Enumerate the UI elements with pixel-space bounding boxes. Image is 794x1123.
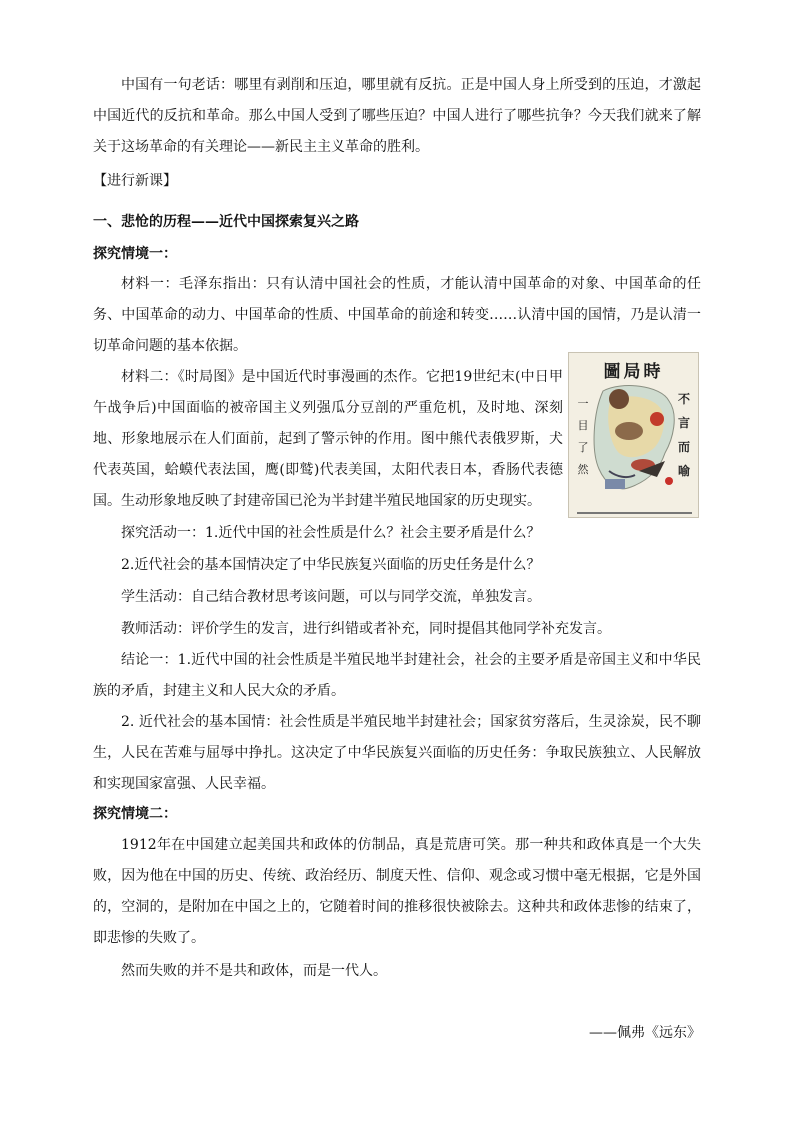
- activity-two: 2.近代社会的基本国情决定了中华民族复兴面临的历史任务是什么？: [121, 557, 541, 573]
- student-activity: 学生活动：自己结合教材思考该问题，可以与同学交流，单独发言。: [121, 589, 541, 605]
- heading-one: 一、悲怆的历程——近代中国探索复兴之路: [93, 214, 359, 230]
- quote-paragraph: 1912年在中国建立起美国共和政体的仿制品，真是荒唐可笑。那一种共和政体真是一个大失败，因为他在中国的历史、传统、政治经历、制度天性、信仰、观念或习惯中毫无根据，它是外国的，空洞的，是附加在中国之上的，它随着时间的推移很快被除去。这种共和政体悲惨的结束了，即悲惨的失败了。: [93, 837, 701, 946]
- conclusion-two: 2. 近代社会的基本国情：社会性质是半殖民地半封建社会；国家贫穷落后，生灵涂炭，民不聊生，人民在苦难与屈辱中挣扎。这决定了中华民族复兴面临的历史任务：争取民族独立、人民解放和实现国家富强、人民幸福。: [93, 714, 701, 792]
- situation-two-heading: 探究情境二：: [93, 806, 177, 822]
- quote-ending: 然而失败的并不是共和政体，而是一代人。: [121, 963, 387, 979]
- cartoon-footnote-line: [577, 512, 692, 514]
- conclusion-one: 结论一：1.近代中国的社会性质是半殖民地半封建社会，社会的主要矛盾是帝国主义和中华民族的矛盾，封建主义和人民大众的矛盾。: [93, 652, 701, 699]
- material-one: 材料一：毛泽东指出：只有认清中国社会的性质，才能认清中国革命的对象、中国革命的任务、中国革命的动力、中国革命的性质、中国革命的前途和转变……认清中国的国情，乃是认清一切革命问题的基本依据。: [93, 276, 701, 354]
- cartoon-right-caption: 不言而喻: [677, 392, 690, 478]
- quote-source: ——佩弗《远东》: [589, 1025, 701, 1041]
- material-two: 材料二：《时局图》是中国近代时事漫画的杰作。它把19世纪末(中日甲午战争后)中国面临的被帝国主义列强瓜分豆剖的严重危机，及时地、深刻地、形象地展示在人们面前，起到了警示钟的作用。图中熊代表俄罗斯，犬代表英国，蛤蟆代表法国，鹰(即鹫)代表美国，太阳代表日本，香肠代表德国。生动形象地反映了封建帝国已沦为半封建半殖民地国家的历史现实。: [93, 369, 563, 509]
- cartoon-left-caption: 一目了然: [577, 397, 589, 476]
- section-new-lesson: 【进行新课】: [93, 173, 177, 189]
- situation-one-heading: 探究情境一：: [93, 246, 177, 262]
- intro-paragraph: 中国有一句老话：哪里有剥削和压迫，哪里就有反抗。正是中国人身上所受到的压迫，才激起中国近代的反抗和革命。那么中国人受到了哪些压迫？中国人进行了哪些抗争？今天我们就来了解关于这场革命的有关理论——新民主主义革命的胜利。: [93, 77, 701, 155]
- teacher-activity: 教师活动：评价学生的发言，进行纠错或者补充，同时提倡其他同学补充发言。: [121, 621, 611, 637]
- activity-one: 探究活动一：1.近代中国的社会性质是什么？社会主要矛盾是什么？: [121, 525, 541, 541]
- shijutu-cartoon-image: [568, 352, 699, 518]
- cartoon-title: 圖局時: [603, 362, 664, 382]
